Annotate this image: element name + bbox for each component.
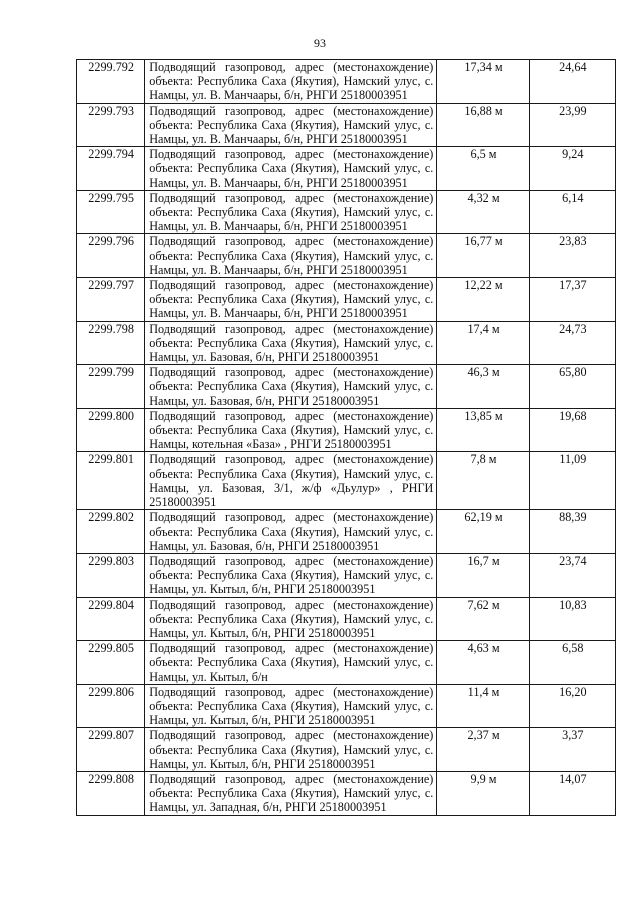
- row-number-cell: 2299.800: [77, 408, 145, 452]
- table-row: [77, 365, 616, 409]
- row-number-cell: 2299.803: [77, 553, 145, 597]
- table-row: [77, 684, 616, 728]
- registry-table: [76, 59, 616, 816]
- object-description-cell: Подводящий газопровод, адрес (местонахождение) объекта: Республика Саха (Якутия), Намский улус, с. Намцы, ул. Базовая, б/н, РНГИ 25180003951: [145, 510, 437, 554]
- length-cell: 12,22 м: [437, 278, 529, 322]
- value-cell: 17,37: [529, 278, 615, 322]
- row-number-cell: 2299.793: [77, 103, 145, 147]
- row-number-cell: 2299.808: [77, 771, 145, 815]
- table-row: [77, 408, 616, 452]
- table-row: [77, 147, 616, 191]
- length-cell: 62,19 м: [437, 510, 529, 554]
- row-number-cell: 2299.804: [77, 597, 145, 641]
- length-cell: 17,34 м: [437, 60, 529, 104]
- object-description-cell: Подводящий газопровод, адрес (местонахождение) объекта: Республика Саха (Якутия), Намский улус, с. Намцы, ул. Западная, б/н, РНГИ 25180003951: [145, 771, 437, 815]
- table-row: [77, 234, 616, 278]
- length-cell: 6,5 м: [437, 147, 529, 191]
- row-number-cell: 2299.794: [77, 147, 145, 191]
- page-number: 93: [314, 36, 326, 50]
- object-description-cell: Подводящий газопровод, адрес (местонахождение) объекта: Республика Саха (Якутия), Намский улус, с. Намцы, ул. Базовая, б/н, РНГИ 25180003951: [145, 321, 437, 365]
- object-description-cell: Подводящий газопровод, адрес (местонахождение) объекта: Республика Саха (Якутия), Намский улус, с. Намцы, ул. Кытыл, б/н, РНГИ 25180003951: [145, 684, 437, 728]
- object-description-cell: Подводящий газопровод, адрес (местонахождение) объекта: Республика Саха (Якутия), Намский улус, с. Намцы, котельная «База» , РНГИ 25180003951: [145, 408, 437, 452]
- length-cell: 7,62 м: [437, 597, 529, 641]
- length-cell: 2,37 м: [437, 728, 529, 772]
- length-cell: 4,63 м: [437, 641, 529, 685]
- row-number-cell: 2299.805: [77, 641, 145, 685]
- object-description-cell: Подводящий газопровод, адрес (местонахождение) объекта: Республика Саха (Якутия), Намский улус, с. Намцы, ул. В. Манчаары, б/н, РНГИ 25180003951: [145, 103, 437, 147]
- row-number-cell: 2299.795: [77, 190, 145, 234]
- table-row: [77, 771, 616, 815]
- object-description-cell: Подводящий газопровод, адрес (местонахождение) объекта: Республика Саха (Якутия), Намский улус, с. Намцы, ул. В. Манчаары, б/н, РНГИ 25180003951: [145, 147, 437, 191]
- row-number-cell: 2299.792: [77, 60, 145, 104]
- row-number-cell: 2299.796: [77, 234, 145, 278]
- registry-table-body: [77, 60, 616, 816]
- object-description-cell: Подводящий газопровод, адрес (местонахождение) объекта: Республика Саха (Якутия), Намский улус, с. Намцы, ул. Кытыл, б/н: [145, 641, 437, 685]
- table-row: [77, 728, 616, 772]
- table-row: [77, 103, 616, 147]
- row-number-cell: 2299.801: [77, 452, 145, 510]
- value-cell: 24,64: [529, 60, 615, 104]
- table-row: [77, 597, 616, 641]
- object-description-cell: Подводящий газопровод, адрес (местонахождение) объекта: Республика Саха (Якутия), Намский улус, с. Намцы, ул. Кытыл, б/н, РНГИ 25180003951: [145, 728, 437, 772]
- value-cell: 23,83: [529, 234, 615, 278]
- object-description-cell: Подводящий газопровод, адрес (местонахождение) объекта: Республика Саха (Якутия), Намский улус, с. Намцы, ул. В. Манчаары, б/н, РНГИ 25180003951: [145, 278, 437, 322]
- object-description-cell: Подводящий газопровод, адрес (местонахождение) объекта: Республика Саха (Якутия), Намский улус, с. Намцы, ул. Базовая, б/н, РНГИ 25180003951: [145, 365, 437, 409]
- value-cell: 24,73: [529, 321, 615, 365]
- row-number-cell: 2299.802: [77, 510, 145, 554]
- length-cell: 7,8 м: [437, 452, 529, 510]
- object-description-cell: Подводящий газопровод, адрес (местонахождение) объекта: Республика Саха (Якутия), Намский улус, с. Намцы, ул. В. Манчаары, б/н, РНГИ 25180003951: [145, 60, 437, 104]
- length-cell: 16,88 м: [437, 103, 529, 147]
- value-cell: 19,68: [529, 408, 615, 452]
- length-cell: 16,7 м: [437, 553, 529, 597]
- value-cell: 6,14: [529, 190, 615, 234]
- value-cell: 23,74: [529, 553, 615, 597]
- table-row: [77, 553, 616, 597]
- value-cell: 9,24: [529, 147, 615, 191]
- row-number-cell: 2299.798: [77, 321, 145, 365]
- value-cell: 10,83: [529, 597, 615, 641]
- object-description-cell: Подводящий газопровод, адрес (местонахождение) объекта: Республика Саха (Якутия), Намский улус, с. Намцы, ул. Кытыл, б/н, РНГИ 25180003951: [145, 553, 437, 597]
- value-cell: 16,20: [529, 684, 615, 728]
- value-cell: 3,37: [529, 728, 615, 772]
- row-number-cell: 2299.799: [77, 365, 145, 409]
- table-row: [77, 278, 616, 322]
- table-row: [77, 190, 616, 234]
- value-cell: 65,80: [529, 365, 615, 409]
- row-number-cell: 2299.806: [77, 684, 145, 728]
- object-description-cell: Подводящий газопровод, адрес (местонахождение) объекта: Республика Саха (Якутия), Намский улус, с. Намцы, ул. В. Манчаары, б/н, РНГИ 25180003951: [145, 190, 437, 234]
- value-cell: 88,39: [529, 510, 615, 554]
- length-cell: 17,4 м: [437, 321, 529, 365]
- value-cell: 6,58: [529, 641, 615, 685]
- length-cell: 46,3 м: [437, 365, 529, 409]
- row-number-cell: 2299.807: [77, 728, 145, 772]
- length-cell: 11,4 м: [437, 684, 529, 728]
- length-cell: 9,9 м: [437, 771, 529, 815]
- value-cell: 23,99: [529, 103, 615, 147]
- object-description-cell: Подводящий газопровод, адрес (местонахождение) объекта: Республика Саха (Якутия), Намский улус, с. Намцы, ул. Базовая, 3/1, ж/ф «Дьулур» , РНГИ 25180003951: [145, 452, 437, 510]
- length-cell: 13,85 м: [437, 408, 529, 452]
- row-number-cell: 2299.797: [77, 278, 145, 322]
- length-cell: 16,77 м: [437, 234, 529, 278]
- table-row: [77, 321, 616, 365]
- table-row: [77, 452, 616, 510]
- object-description-cell: Подводящий газопровод, адрес (местонахождение) объекта: Республика Саха (Якутия), Намский улус, с. Намцы, ул. Кытыл, б/н, РНГИ 25180003951: [145, 597, 437, 641]
- table-row: [77, 510, 616, 554]
- table-row: [77, 641, 616, 685]
- value-cell: 14,07: [529, 771, 615, 815]
- length-cell: 4,32 м: [437, 190, 529, 234]
- object-description-cell: Подводящий газопровод, адрес (местонахождение) объекта: Республика Саха (Якутия), Намский улус, с. Намцы, ул. В. Манчаары, б/н, РНГИ 25180003951: [145, 234, 437, 278]
- table-row: [77, 60, 616, 104]
- value-cell: 11,09: [529, 452, 615, 510]
